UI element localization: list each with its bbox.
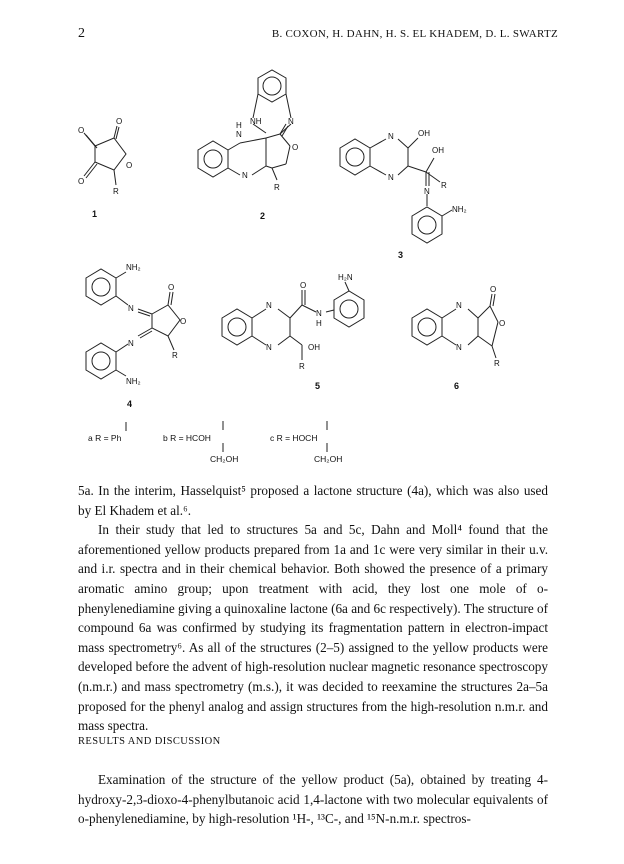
atom-label: N	[456, 343, 462, 352]
paragraph: Examination of the structure of the yellow product (5a), obtained by treating 4-hydroxy-2,3-dioxo-4-phenylbutanoic acid 1,4-lactone with two molecular equivalents of o-phenylenediamine, by high-resolution ¹H-, ¹³C-, and ¹⁵N-n.m.r. spectros-	[78, 772, 548, 827]
atom-label: OH	[418, 129, 430, 138]
substituent-b: b R = HCOH	[163, 433, 211, 443]
atom-label: H	[236, 121, 242, 130]
page-number: 2	[78, 26, 85, 41]
atom-label: N	[128, 304, 134, 313]
compound-label: 5	[315, 381, 321, 391]
atom-label: R	[494, 359, 500, 368]
atom-label: O	[490, 285, 497, 294]
compound-label: 6	[454, 381, 460, 391]
atom-label: N	[236, 130, 242, 139]
atom-label: OH	[308, 343, 320, 352]
atom-label: O	[116, 117, 123, 126]
atom-label: N	[424, 187, 430, 196]
substituent-b-sub: CH₂OH	[210, 454, 239, 464]
atom-label: N	[266, 301, 272, 310]
substituent-c-sub: CH₂OH	[314, 454, 343, 464]
atom-label: H	[316, 319, 322, 328]
body-text-2	[78, 770, 548, 829]
section-heading: RESULTS AND DISCUSSION	[78, 736, 221, 747]
atom-label: NH₂	[126, 377, 141, 386]
atom-label: O	[499, 319, 506, 328]
atom-label: O	[292, 143, 299, 152]
atom-label: N	[316, 309, 322, 318]
atom-label: O	[78, 177, 85, 186]
atom-label: O	[300, 281, 307, 290]
atom-label: O	[180, 317, 187, 326]
compound-label: 4	[127, 399, 133, 409]
atom-label: NH₂	[452, 205, 467, 214]
paragraph: In their study that led to structures 5a and 5c, Dahn and Moll⁴ found that the aforementioned yellow products prepared from 1a and 1c were very similar in their u.v. and i.r. spectra and in their chemical behavior. Both showed the presence of a primary aromatic amino group; upon treatment with acid, they lost one mole of o-phenylenediamine giving a quinoxaline lactone (6a and 6c respectively). The structure of compound 6a was confirmed by studying its fragmentation pattern in electron-impact mass spectrometry⁶. As all of the structures (2–5) assigned to the yellow products were developed before the advent of high-resolution nuclear magnetic resonance spectroscopy (n.m.r.) and mass spectrometry (m.s.), it was decided to reexamine the structures 2a–5a proposed for the phenyl analog and assign structures from the high-resolution n.m.r. and mass spectra.	[78, 522, 548, 734]
atom-label: R	[172, 351, 178, 360]
atom-label: R	[299, 362, 305, 371]
compound-label: 1	[92, 209, 98, 219]
atom-label: O	[126, 161, 133, 170]
atom-label: NH₂	[126, 263, 141, 272]
atom-label: N	[242, 171, 248, 180]
atom-label: N	[266, 343, 272, 352]
paragraph: 5a. In the interim, Hasselquist⁵ proposed a lactone structure (4a), which was also used by El Khadem et al.⁶.	[78, 483, 548, 518]
atom-label: O	[78, 126, 85, 135]
running-title: B. COXON, H. DAHN, H. S. EL KHADEM, D. L. SWARTZ	[271, 28, 558, 40]
substituent-a: a R = Ph	[88, 433, 122, 443]
atom-label: NH	[250, 117, 262, 126]
atom-label: O	[168, 283, 175, 292]
atom-label: R	[441, 181, 447, 190]
atom-label: R	[274, 183, 280, 192]
atom-label: N	[288, 117, 294, 126]
atom-label: N	[388, 173, 394, 182]
atom-label: R	[113, 187, 119, 196]
body-text	[78, 481, 548, 736]
atom-label: H₂N	[338, 273, 353, 282]
atom-label: N	[128, 339, 134, 348]
compound-label: 3	[398, 250, 404, 260]
substituent-c: c R = HOCH	[270, 433, 318, 443]
atom-label: OH	[432, 146, 444, 155]
atom-label: N	[456, 301, 462, 310]
compound-label: 2	[260, 211, 266, 221]
atom-label: N	[388, 132, 394, 141]
